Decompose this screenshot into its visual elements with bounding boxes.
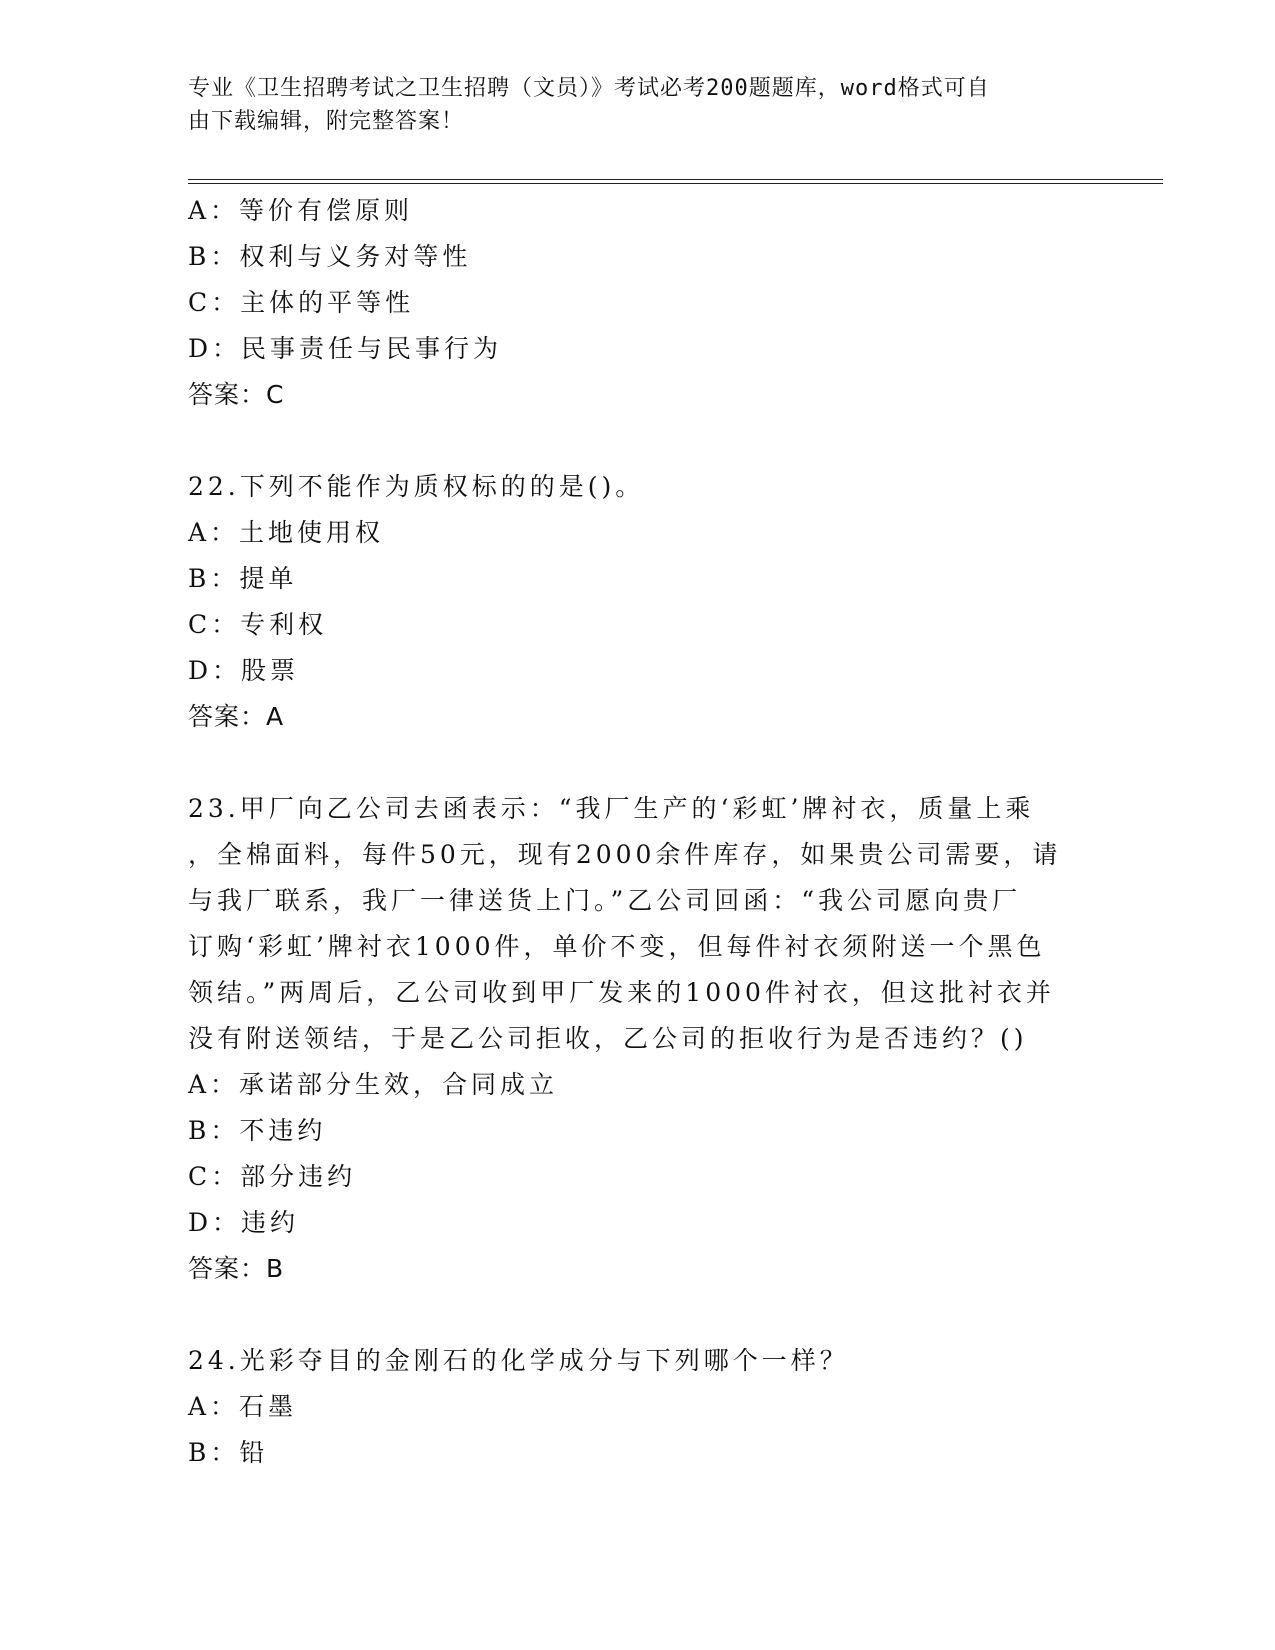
option-b: B：提单 — [188, 564, 298, 593]
header-rule-top — [188, 179, 1163, 180]
option-a: A：承诺部分生效，合同成立 — [188, 1070, 559, 1099]
option-a: A：石墨 — [188, 1392, 298, 1421]
header-line-1: 专业《卫生招聘考试之卫生招聘（文员）》考试必考200题题库，word格式可自 — [188, 76, 990, 101]
question-stem-line: 订购‘彩虹’牌衬衣1000件，单价不变，但每件衬衣须附送一个黑色 — [188, 932, 1046, 961]
option-d: D：股票 — [188, 656, 300, 685]
question-stem-line: 领结。”两周后，乙公司收到甲厂发来的1000件衬衣，但这批衬衣并 — [188, 978, 1055, 1007]
option-c: C：主体的平等性 — [188, 288, 415, 317]
question-stem: 22.下列不能作为质权标的的是()。 — [188, 472, 645, 501]
answer-text: 答案：C — [188, 380, 285, 409]
question-24 — [188, 1338, 1088, 1476]
question-22 — [188, 464, 1088, 740]
answer-text: 答案：B — [188, 1254, 285, 1283]
option-b: B：铅 — [188, 1438, 269, 1467]
document-header — [188, 72, 1068, 138]
question-21 — [188, 188, 1088, 418]
question-stem-line: ，全棉面料，每件50元，现有2000余件库存，如果贵公司需要，请 — [188, 840, 1062, 869]
question-23 — [188, 786, 1088, 1292]
question-stem-line: 23.甲厂向乙公司去函表示：“我厂生产的‘彩虹’牌衬衣，质量上乘 — [188, 794, 1035, 823]
option-d: D：民事责任与民事行为 — [188, 334, 503, 363]
question-stem-line: 没有附送领结，于是乙公司拒收，乙公司的拒收行为是否违约？() — [188, 1024, 1028, 1053]
option-c: C：专利权 — [188, 610, 328, 639]
option-a: A：等价有偿原则 — [188, 196, 414, 225]
question-list — [188, 188, 1088, 1476]
header-line-2: 由下载编辑，附完整答案！ — [188, 109, 465, 134]
option-b: B：权利与义务对等性 — [188, 242, 472, 271]
option-a: A：土地使用权 — [188, 518, 385, 547]
header-rule-bottom — [188, 183, 1163, 184]
question-stem: 24.光彩夺目的金刚石的化学成分与下列哪个一样？ — [188, 1346, 849, 1375]
option-c: C：部分违约 — [188, 1162, 357, 1191]
question-stem-line: 与我厂联系，我厂一律送货上门。”乙公司回函：“我公司愿向贵厂 — [188, 886, 1022, 915]
option-b: B：不违约 — [188, 1116, 327, 1145]
answer-text: 答案：A — [188, 702, 285, 731]
option-d: D：违约 — [188, 1208, 300, 1237]
